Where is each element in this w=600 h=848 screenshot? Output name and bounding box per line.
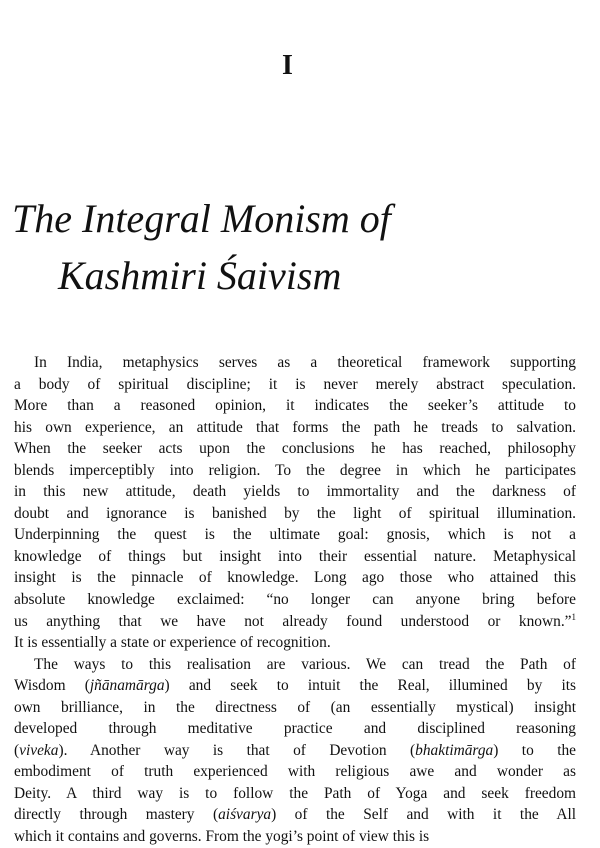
text-line: The ways to this realisation are various. We can tread the Path of xyxy=(34,655,576,673)
text-line: insight is the pinnacle of knowledge. Long ago those who attained this xyxy=(14,569,576,587)
text-line: us anything that we have not already found understood or known.”$^1$ xyxy=(14,611,576,630)
text-line: embodiment of truth experienced with religious awe and wonder as xyxy=(14,763,576,781)
text-line: (viveka). Another way is that of Devotion (bhaktimārga) to the xyxy=(14,741,576,759)
paragraph xyxy=(14,654,576,848)
chapter-title-line-1: The Integral Monism of xyxy=(12,196,391,241)
text-line: Underpinning the quest is the ultimate goal: gnosis, which is not a xyxy=(14,526,576,544)
text-line: a body of spiritual discipline; it is never merely abstract speculation. xyxy=(14,375,576,393)
text-line: in this new attitude, death yields to immortality and the darkness of xyxy=(14,483,576,501)
text-line: developed through meditative practice and disciplined reasoning xyxy=(14,720,576,738)
text-line: his own experience, an attitude that forms the path he treads to salvation. xyxy=(14,418,576,436)
text-line: knowledge of things but insight into their essential nature. Metaphysical xyxy=(14,547,576,565)
text-line: absolute knowledge exclaimed: “no longer can anyone bring before xyxy=(14,591,576,609)
text-line: own brilliance, in the directness of (an essentially mystical) insight xyxy=(14,698,576,716)
text-line: More than a reasoned opinion, it indicates the seeker’s attitude to xyxy=(14,397,576,415)
text-line: In India, metaphysics serves as a theoretical framework supporting xyxy=(34,354,576,371)
italic-term: jñānamārga xyxy=(89,677,165,695)
text-line: It is essentially a state or experience of recognition. xyxy=(14,634,331,652)
italic-term: aiśvarya xyxy=(218,806,272,824)
text-line: doubt and ignorance is banished by the light of spiritual illumination. xyxy=(14,504,576,522)
text-line: When the seeker acts upon the conclusions he has reached, philosophy xyxy=(14,440,576,458)
text-line: Wisdom (jñānamārga) and seek to intuit the Real, illumined by its xyxy=(14,677,576,695)
text-line: Deity. A third way is to follow the Path of Yoga and seek freedom xyxy=(14,784,576,802)
italic-term: viveka xyxy=(19,741,59,759)
text-line: which it contains and governs. From the yogi’s point of view this is xyxy=(14,828,430,846)
chapter-title-line-2: Kashmiri Śaivism xyxy=(58,253,342,298)
text-line: directly through mastery (aiśvarya) of the Self and with it the All xyxy=(14,806,577,824)
paragraph xyxy=(14,352,576,654)
italic-term: bhaktimārga xyxy=(415,741,494,759)
text-line: blends imperceptibly into religion. To the degree in which he participates xyxy=(14,461,576,479)
chapter-number: I xyxy=(282,50,294,81)
footnote-mark[interactable]: 1 xyxy=(571,611,576,622)
body-text xyxy=(14,352,576,848)
